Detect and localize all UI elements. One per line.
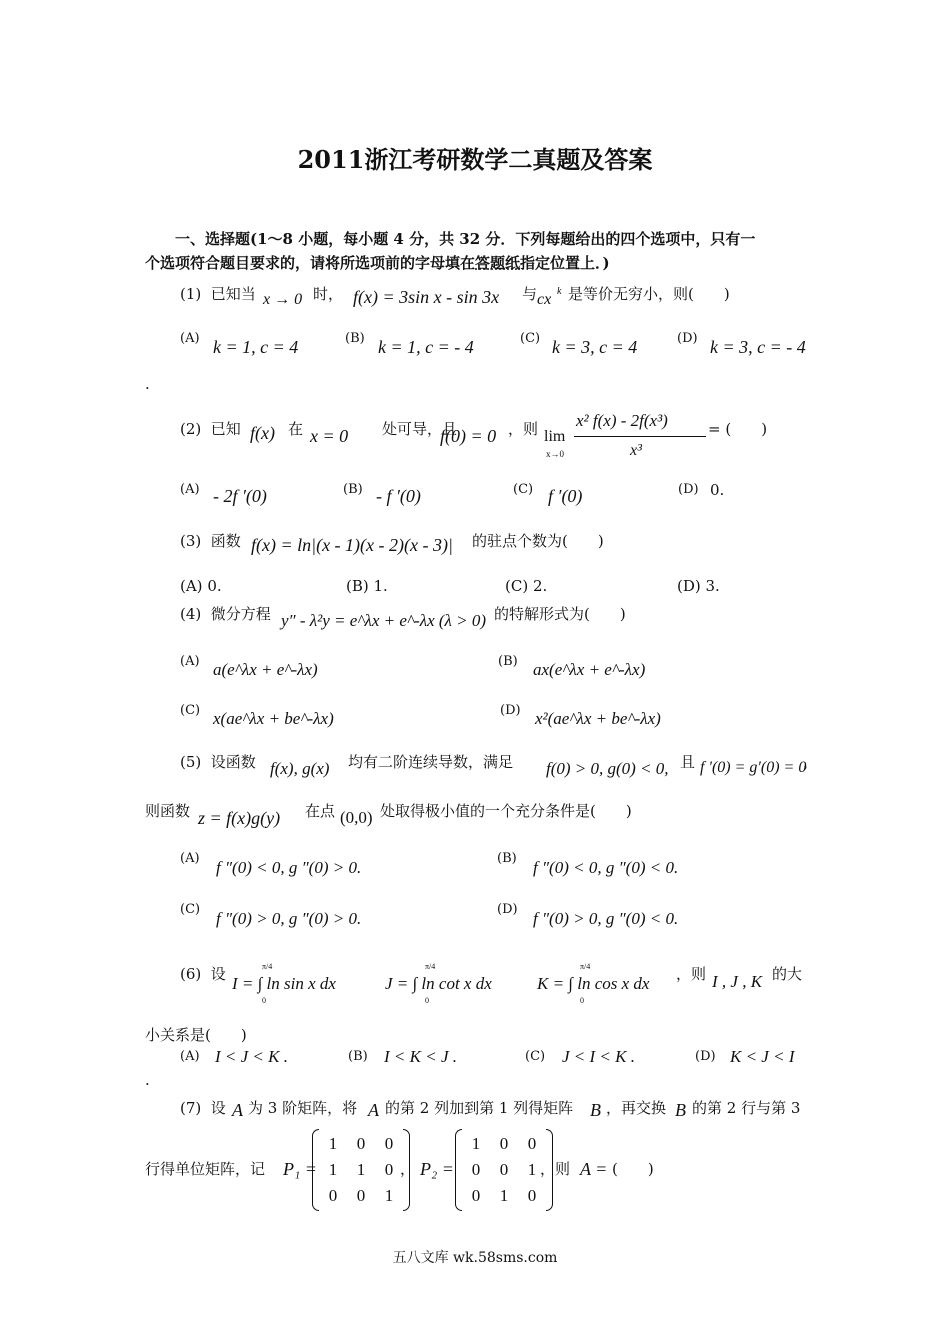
q5-text-2: 且 bbox=[680, 753, 696, 771]
q3-text: 的驻点个数为( ) bbox=[472, 532, 604, 550]
q5-option-c[interactable]: f ″(0) > 0, g ″(0) > 0. bbox=[216, 909, 362, 928]
q2-text-2: 处可导，且 bbox=[382, 420, 458, 438]
q6-option-c[interactable]: J < I < K . bbox=[562, 1047, 635, 1066]
question-3: (3) 函数 bbox=[180, 532, 241, 550]
q6-option-b[interactable]: I < K < J . bbox=[384, 1047, 457, 1066]
q1-option-c-label: (C) bbox=[520, 331, 541, 346]
q2-tail: = ( ) bbox=[708, 420, 768, 438]
question-2: (2) 已知 bbox=[180, 420, 241, 438]
question-number: (4) bbox=[180, 605, 202, 623]
q2-text-3: ，则 bbox=[508, 420, 539, 438]
q2-option-d[interactable]: 0. bbox=[710, 481, 725, 499]
p2-entry: 0 bbox=[527, 1134, 537, 1153]
q2-x0: x = 0 bbox=[310, 426, 349, 446]
question-4: (4) 微分方程 bbox=[180, 605, 271, 623]
p2-entry: 0 bbox=[499, 1134, 509, 1153]
q1-option-b[interactable]: k = 1, c = - 4 bbox=[378, 337, 474, 357]
q5-option-a-label: (A) bbox=[180, 851, 200, 866]
q1-option-d[interactable]: k = 3, c = - 4 bbox=[710, 337, 806, 357]
q7-text: 为 3 阶矩阵，将 bbox=[248, 1099, 358, 1117]
question-5: (5) 设函数 bbox=[180, 753, 256, 771]
footer-watermark: 五八文库 wk.58sms.com bbox=[392, 1250, 558, 1266]
q1-text-3: 是等价无穷小，则( ) bbox=[568, 285, 730, 303]
q6-integral-i: I = ∫ ln sin x dx bbox=[232, 974, 336, 993]
q6-option-a-label: (A) bbox=[180, 1049, 200, 1064]
q2-option-b[interactable]: - f ′(0) bbox=[376, 486, 421, 506]
q5-condition-1: f(0) > 0, g(0) < 0, bbox=[546, 759, 669, 778]
q3-option-c[interactable]: 2. bbox=[532, 577, 548, 595]
q7-matrix-a: A bbox=[232, 1100, 243, 1120]
q1-expression-2: cx bbox=[537, 291, 552, 308]
q4-option-d-label: (D) bbox=[500, 703, 521, 718]
q5-text-6: 处取得极小值的一个充分条件是( ) bbox=[380, 802, 632, 820]
q5-text-3: ， bbox=[803, 753, 819, 771]
q2-option-c[interactable]: f ′(0) bbox=[548, 486, 583, 506]
q7-matrix-b-2: B bbox=[675, 1100, 686, 1120]
q5-option-d-label: (D) bbox=[497, 902, 518, 917]
p2-entry: 1 bbox=[499, 1186, 509, 1205]
q1-option-a[interactable]: k = 1, c = 4 bbox=[213, 337, 299, 357]
q5-functions: f(x), g(x) bbox=[270, 759, 330, 778]
q7-text-5: 行得单位矩阵，记 bbox=[145, 1160, 266, 1178]
p1-entry: 0 bbox=[356, 1186, 366, 1205]
q2-option-a[interactable]: - 2f ′(0) bbox=[213, 486, 267, 506]
q3-option-c-wrap: (C) 2. bbox=[505, 577, 548, 595]
q7-text-6: ，则 bbox=[540, 1160, 571, 1178]
p1-entry: 0 bbox=[328, 1186, 338, 1205]
q1-expression: f(x) = 3sin x - sin 3x bbox=[353, 287, 500, 307]
q7-text-4: 的第 2 行与第 3 bbox=[692, 1099, 801, 1117]
q7-p2-label: P₂ = bbox=[420, 1159, 454, 1179]
q1-text-2: 与 bbox=[522, 285, 538, 303]
p1-entry: 0 bbox=[384, 1160, 394, 1179]
q5-text: 均有二阶连续导数，满足 bbox=[348, 753, 514, 771]
p1-entry: 1 bbox=[384, 1186, 394, 1205]
q6-upper-limit: π/4 bbox=[262, 962, 273, 971]
q4-text: 的特解形式为( ) bbox=[494, 605, 626, 623]
q4-option-c[interactable]: x(ae^λx + be^-λx) bbox=[213, 709, 334, 728]
p1-entry: 0 bbox=[384, 1134, 394, 1153]
question-1: (1) 已知当 bbox=[180, 285, 256, 303]
q6-lower-limit-3: 0 bbox=[580, 996, 584, 1005]
q4-option-d[interactable]: x²(ae^λx + be^-λx) bbox=[535, 709, 661, 728]
section-heading-line2: 个选项符合题目要求的，请将所选项前的字母填在答题纸指定位置上．) bbox=[145, 254, 610, 272]
q3-option-d-wrap: (D) 3. bbox=[677, 577, 720, 595]
q1-option-d-label: (D) bbox=[677, 331, 698, 346]
q7-matrix-p2 bbox=[455, 1129, 553, 1211]
q2-numerator: x² f(x) - 2f(x³) bbox=[576, 411, 668, 430]
q7-comma: ， bbox=[400, 1160, 416, 1178]
q6-lower-limit-2: 0 bbox=[425, 996, 429, 1005]
question-number: (3) bbox=[180, 532, 202, 550]
q6-option-b-label: (B) bbox=[348, 1049, 368, 1064]
q4-expression: y″ - λ²y = e^λx + e^-λx (λ > 0) bbox=[281, 611, 487, 630]
p2-entry: 0 bbox=[471, 1186, 481, 1205]
q4-option-c-label: (C) bbox=[180, 703, 201, 718]
question-number: (1) bbox=[180, 285, 202, 303]
q7-text-3: ，再交换 bbox=[606, 1099, 667, 1117]
q6-option-d[interactable]: K < J < I bbox=[730, 1047, 795, 1066]
q7-answer-blank: ( ) bbox=[612, 1160, 654, 1178]
q5-condition-2: f ′(0) = g′(0) = 0 bbox=[700, 759, 807, 776]
q6-option-d-label: (D) bbox=[695, 1049, 716, 1064]
question-7: (7) 设 bbox=[180, 1099, 226, 1117]
q6-text: ，则 bbox=[676, 965, 707, 983]
q5-point: (0,0) bbox=[340, 808, 373, 827]
q2-limit: lim bbox=[544, 428, 566, 445]
q2-option-c-label: (C) bbox=[513, 482, 534, 497]
q6-lower-limit: 0 bbox=[262, 996, 266, 1005]
q6-upper-limit-2: π/4 bbox=[425, 962, 436, 971]
q1-exponent: k bbox=[557, 286, 562, 297]
q5-text-5: 在点 bbox=[305, 802, 336, 820]
q6-option-c-label: (C) bbox=[525, 1049, 546, 1064]
q6-upper-limit-3: π/4 bbox=[580, 962, 591, 971]
q7-p1-label: P₁ = bbox=[283, 1159, 317, 1179]
q4-option-b-label: (B) bbox=[498, 654, 518, 669]
q1-condition: x → 0 bbox=[263, 291, 303, 308]
q5-option-b[interactable]: f ″(0) < 0, g ″(0) < 0. bbox=[533, 858, 679, 877]
p2-entry: 0 bbox=[471, 1160, 481, 1179]
q3-option-a[interactable]: 0. bbox=[207, 577, 222, 595]
q2-fx: f(x) bbox=[250, 423, 275, 443]
q4-option-b[interactable]: ax(e^λx + e^-λx) bbox=[533, 660, 646, 679]
q4-option-a-label: (A) bbox=[180, 654, 200, 669]
q2-fraction-bar bbox=[574, 436, 706, 437]
q1-text: 时， bbox=[313, 285, 344, 303]
q7-a-equals: A = bbox=[580, 1159, 608, 1179]
question-number: (6) bbox=[180, 965, 202, 983]
q3-expression: f(x) = ln|(x - 1)(x - 2)(x - 3)| bbox=[251, 535, 453, 555]
q7-matrix-a-2: A bbox=[368, 1100, 379, 1120]
p2-entry: 1 bbox=[471, 1134, 481, 1153]
section-heading-line1: 一、选择题(1～8 小题，每小题 4 分，共 32 分．下列每题给出的四个选项中，只有一 bbox=[175, 230, 756, 248]
q2-denominator: x³ bbox=[630, 442, 642, 459]
q6-ijk: I , J , K bbox=[712, 972, 763, 991]
q7-text-2: 的第 2 列加到第 1 列得矩阵 bbox=[385, 1099, 574, 1117]
q6-text-2: 的大 bbox=[772, 965, 803, 983]
q7-matrix-p1 bbox=[312, 1129, 410, 1211]
question-number: (2) bbox=[180, 420, 202, 438]
p1-entry: 1 bbox=[328, 1134, 338, 1153]
q5-option-a[interactable]: f ″(0) < 0, g ″(0) > 0. bbox=[216, 858, 362, 877]
q5-z-function: z = f(x)g(y) bbox=[198, 808, 281, 828]
q6-option-a[interactable]: I < J < K . bbox=[215, 1047, 288, 1066]
q2-text: 在 bbox=[288, 420, 304, 438]
q6-end: . bbox=[145, 1071, 150, 1089]
q3-option-d[interactable]: 3. bbox=[705, 577, 720, 595]
q2-f0: f(0) = 0 bbox=[440, 426, 497, 446]
p2-entry: 0 bbox=[527, 1186, 537, 1205]
q3-options: (A) 0. bbox=[180, 577, 222, 595]
question-number: (5) bbox=[180, 753, 202, 771]
q1-option-c[interactable]: k = 3, c = 4 bbox=[552, 337, 638, 357]
question-6: (6) 设 bbox=[180, 965, 226, 983]
q6-integral-j: J = ∫ ln cot x dx bbox=[385, 974, 492, 993]
q3-option-b-wrap: (B) 1. bbox=[346, 577, 388, 595]
q2-option-d-label: (D) bbox=[678, 482, 699, 497]
q6-text-3: 小关系是( ) bbox=[145, 1026, 247, 1044]
q5-option-b-label: (B) bbox=[497, 851, 517, 866]
q1-option-a-label: (A) bbox=[180, 331, 200, 346]
p1-entry: 0 bbox=[356, 1134, 366, 1153]
q6-integral-k: K = ∫ ln cos x dx bbox=[537, 974, 650, 993]
q5-text-4: 则函数 bbox=[145, 802, 191, 820]
q7-matrix-b: B bbox=[590, 1100, 601, 1120]
p1-entry: 1 bbox=[328, 1160, 338, 1179]
q2-limit-sub: x→0 bbox=[546, 449, 564, 459]
q2-option-a-label: (A) bbox=[180, 482, 200, 497]
p2-entry: 1 bbox=[527, 1160, 537, 1179]
page-title: 2011浙江考研数学二真题及答案 bbox=[297, 145, 653, 174]
q4-option-a[interactable]: a(e^λx + e^-λx) bbox=[213, 660, 318, 679]
q5-option-c-label: (C) bbox=[180, 902, 201, 917]
q2-option-b-label: (B) bbox=[343, 482, 363, 497]
p2-entry: 0 bbox=[499, 1160, 509, 1179]
q1-end: . bbox=[145, 375, 150, 393]
q5-option-d[interactable]: f ″(0) > 0, g ″(0) < 0. bbox=[533, 909, 679, 928]
q3-option-b[interactable]: 1. bbox=[373, 577, 388, 595]
q1-option-b-label: (B) bbox=[345, 331, 365, 346]
p1-entry: 1 bbox=[356, 1160, 366, 1179]
question-number: (7) bbox=[180, 1099, 202, 1117]
